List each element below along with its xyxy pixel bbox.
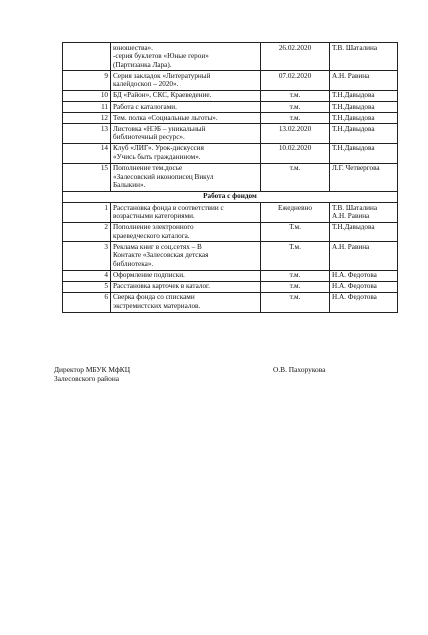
row-number: 13 (63, 124, 111, 144)
row-number (63, 43, 111, 71)
responsible-cell-line: Л.Г. Четвергова (332, 164, 380, 173)
responsible-cell-line: А.Н. Равина (332, 71, 370, 80)
event-cell-line: (Партизанка Лара). (113, 60, 172, 69)
responsible-cell (330, 113, 398, 124)
table-row (63, 90, 398, 101)
event-cell-line: Пополнение тем.досье (113, 164, 183, 173)
date-cell: т.м. (261, 102, 330, 113)
row-number: 11 (63, 102, 111, 113)
event-cell (111, 281, 261, 292)
responsible-cell (330, 242, 398, 270)
event-cell (111, 270, 261, 281)
event-cell-line: краеведческого каталога. (113, 231, 190, 240)
event-cell-line: экстремистских материалов. (113, 301, 201, 310)
plan-table (62, 42, 398, 313)
row-number: 14 (63, 143, 111, 163)
event-cell (111, 203, 261, 223)
table-row (63, 281, 398, 292)
responsible-cell-line: Н.А. Федотова (332, 271, 377, 280)
row-number: 4 (63, 270, 111, 281)
row-number: 6 (63, 292, 111, 312)
date-cell: 13.02.2020 (261, 124, 330, 144)
date-cell: т.м. (261, 90, 330, 101)
responsible-cell-line: Н.А. Федотова (332, 293, 377, 302)
responsible-cell-line: Т.Н.Давыдова (332, 124, 375, 133)
responsible-cell (330, 203, 398, 223)
responsible-cell-line: А.Н. Равина (332, 212, 370, 221)
section-title: Работа с фондом (63, 191, 398, 202)
event-cell-line: Серия закладок «Литературный (113, 71, 211, 80)
table-row (63, 43, 398, 71)
event-cell (111, 124, 261, 144)
responsible-cell-line: Т.Н.Давыдова (332, 102, 375, 111)
table-row (63, 113, 398, 124)
responsible-cell-line: Т.Н.Давыдова (332, 113, 375, 122)
event-cell-line: юношества». (113, 43, 153, 52)
event-cell-line: Оформление подписки. (113, 271, 185, 280)
plan-table-body (63, 43, 398, 313)
event-cell-line: библиотека». (113, 260, 154, 269)
responsible-cell (330, 143, 398, 163)
event-cell (111, 163, 261, 191)
table-row (63, 124, 398, 144)
date-cell: 10.02.2020 (261, 143, 330, 163)
responsible-cell (330, 163, 398, 191)
event-cell-line: «Залесовский иконописец Викул (113, 172, 214, 181)
date-cell: т.м. (261, 292, 330, 312)
responsible-cell (330, 281, 398, 292)
responsible-cell-line: Т.Н.Давыдова (332, 91, 375, 100)
signature-name: О.В. Пахорукова (273, 365, 326, 374)
responsible-cell (330, 90, 398, 101)
row-number: 12 (63, 113, 111, 124)
date-cell: т.м. (261, 281, 330, 292)
row-number: 15 (63, 163, 111, 191)
event-cell-line: Расстановка фонда в соответствии с (113, 203, 224, 212)
event-cell-line: Пополнение электронного (113, 223, 194, 232)
responsible-cell-line: Т.В. Шаталина (332, 43, 378, 52)
row-number: 10 (63, 90, 111, 101)
event-cell-line: Балыкин». (113, 181, 146, 190)
signature-position (54, 365, 130, 384)
event-cell-line: Работа с каталогами. (113, 102, 177, 111)
event-cell-line: «Учись быть гражданином». (113, 153, 201, 162)
table-row (63, 143, 398, 163)
event-cell (111, 222, 261, 242)
date-cell: Т.м. (261, 222, 330, 242)
responsible-cell-line: Н.А. Федотова (332, 282, 377, 291)
event-cell (111, 102, 261, 113)
row-number: 2 (63, 222, 111, 242)
responsible-cell (330, 71, 398, 91)
event-cell-line: возрастными категориями. (113, 212, 195, 221)
row-number: 9 (63, 71, 111, 91)
table-row (63, 292, 398, 312)
section-row (63, 191, 398, 202)
responsible-cell (330, 124, 398, 144)
event-cell-line: БД «Район», СКС, Краеведение. (113, 91, 212, 100)
table-row (63, 222, 398, 242)
table-row (63, 203, 398, 223)
row-number: 3 (63, 242, 111, 270)
event-cell (111, 113, 261, 124)
date-cell: т.м. (261, 163, 330, 191)
event-cell-line: -серия буклетов «Юные герои» (113, 52, 209, 61)
responsible-cell (330, 270, 398, 281)
event-cell (111, 143, 261, 163)
event-cell-line: Сверка фонда со списками (113, 293, 195, 302)
table-row (63, 71, 398, 91)
row-number: 1 (63, 203, 111, 223)
event-cell-line: Реклама книг в соц.сетях – В (113, 242, 202, 251)
table-row (63, 270, 398, 281)
responsible-cell-line: Т.Н.Давыдова (332, 223, 375, 232)
table-row (63, 102, 398, 113)
date-cell: Ежедневно (261, 203, 330, 223)
date-cell: т.м. (261, 270, 330, 281)
date-cell: Т.м. (261, 242, 330, 270)
responsible-cell-line: А.Н. Равина (332, 242, 370, 251)
row-number: 5 (63, 281, 111, 292)
event-cell-line: библиотечный ресурс». (113, 133, 185, 142)
event-cell-line: Расстановка карточек в каталог. (113, 282, 210, 291)
responsible-cell (330, 222, 398, 242)
date-cell: т.м. (261, 113, 330, 124)
responsible-cell-line: Т.Н.Давыдова (332, 144, 375, 153)
event-cell (111, 90, 261, 101)
responsible-cell (330, 43, 398, 71)
table-row (63, 242, 398, 270)
event-cell (111, 242, 261, 270)
event-cell (111, 43, 261, 71)
responsible-cell (330, 292, 398, 312)
event-cell-line: Листовка «НЭБ – уникальный (113, 124, 206, 133)
event-cell-line: калейдоскоп – 2020». (113, 80, 179, 89)
responsible-cell (330, 102, 398, 113)
responsible-cell-line: Т.В. Шаталина (332, 203, 378, 212)
signature-position-line2: Залесовского района (54, 374, 120, 384)
event-cell-line: Клуб «ЛИГ». Урок-дискуссия (113, 144, 204, 153)
event-cell (111, 71, 261, 91)
event-cell-line: Контакте «Залесовская детская (113, 251, 209, 260)
event-cell (111, 292, 261, 312)
date-cell: 26.02.2020 (261, 43, 330, 71)
event-cell-line: Тем. полка «Социальные льготы». (113, 113, 218, 122)
table-row (63, 163, 398, 191)
signature-position-line1: Директор МБУК МфКЦ (54, 365, 131, 374)
date-cell: 07.02.2020 (261, 71, 330, 91)
